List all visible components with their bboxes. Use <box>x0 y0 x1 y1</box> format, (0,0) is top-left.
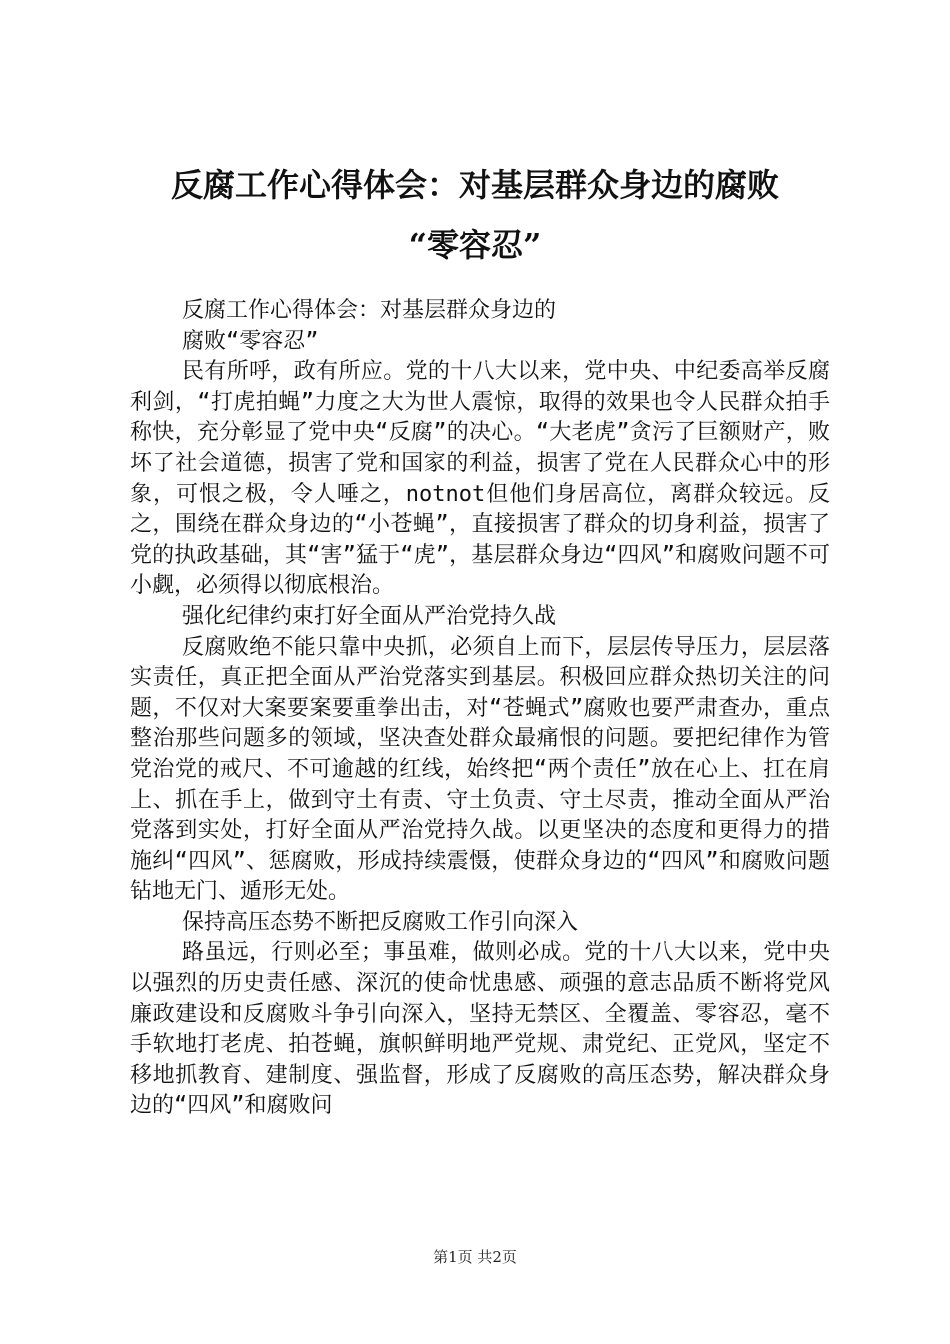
body-paragraph: 路虽远，行则必至；事虽难，做则必成。党的十八大以来，党中央以强烈的历史责任感、深沉的使命忧患感、顽强的意志品质不断将党风廉政建设和反腐败斗争引向深入，坚持无禁区、全覆盖、零容忍，毫不手软地打老虎、拍苍蝇，旗帜鲜明地严党规、肃党纪、正党风，坚定不移地抓教育、建制度、强监督，形成了反腐败的高压态势，解决群众身边的“四风”和腐败问 <box>130 940 830 1119</box>
subtitle-line: 反腐工作心得体会：对基层群众身边的 <box>182 298 557 323</box>
document-title-continued: “零容忍” <box>408 226 542 264</box>
body-paragraph: 反腐败绝不能只靠中央抓，必须自上而下，层层传导压力，层层落实责任，真正把全面从严治党落实到基层。积极回应群众热切关注的问题，不仅对大案要案要重拳出击，对“苍蝇式”腐败也要严肃查办，重点整治那些问题多的领域，坚决查处群众最痛恨的问题。要把纪律作为管党治党的戒尺、不可逾越的红线，始终把“两个责任”放在心上、扛在肩上、抓在手上，做到守土有责、守土负责、守土尽责，推动全面从严治党落到实处，打好全面从严治党持久战。以更坚决的态度和更得力的措施纠“四风”、惩腐败，形成持续震慑，使群众身边的“四风”和腐败问题钻地无门、遁形无处。 <box>130 634 830 905</box>
subtitle-line: 腐败“零容忍” <box>182 328 319 354</box>
body-paragraph: 民有所呼，政有所应。党的十八大以来，党中央、中纪委高举反腐利剑，“打虎拍蝇”力度之大为世人震惊，取得的效果也令人民群众拍手称快，充分彰显了党中央“反腐”的决心。“大老虎”贪污了巨额财产，败坏了社会道德，损害了党和国家的利益，损害了党在人民群众心中的形象，可恨之极，令人唾之，notnot但他们身居高位，离群众较远。反之，围绕在群众身边的“小苍蝇”，直接损害了群众的切身利益，损害了党的执政基础，其“害”猛于“虎”，基层群众身边“四风”和腐败问题不可小觑，必须得以彻底根治。 <box>130 359 830 599</box>
section-heading: 强化纪律约束打好全面从严治党持久战 <box>182 603 557 629</box>
document-title: 反腐工作心得体会：对基层群众身边的腐败 <box>170 166 779 204</box>
section-heading: 保持高压态势不断把反腐败工作引向深入 <box>182 909 579 935</box>
page-number: 第1页 共2页 <box>433 1248 517 1266</box>
document-body <box>130 296 830 1122</box>
